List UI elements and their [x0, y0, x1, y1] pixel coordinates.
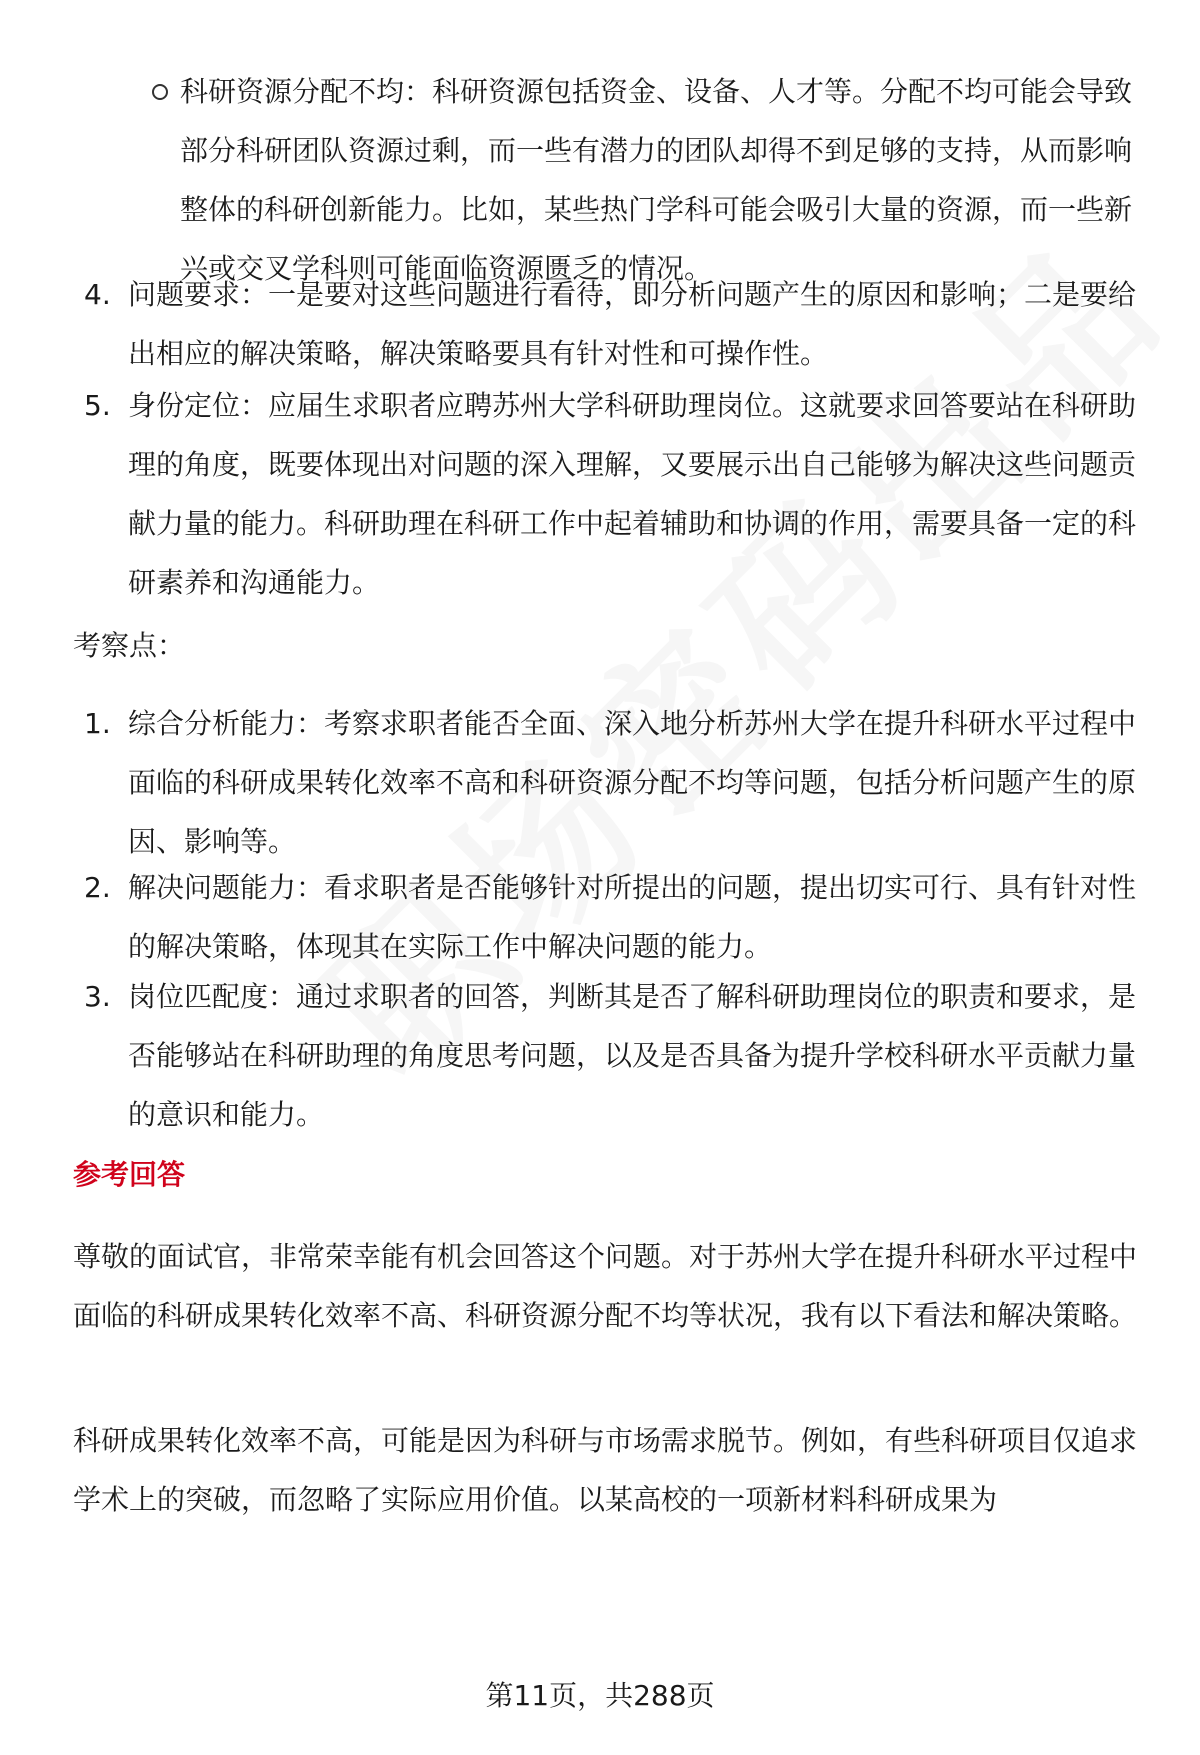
list-item-job-fit: 岗位匹配度：通过求职者的回答，判断其是否了解科研助理岗位的职责和要求，是否能够站在科研助理的角度思考问题，以及是否具备为提升学校科研水平贡献力量的意识和能力。 — [128, 980, 1137, 1131]
list-number: 5. — [84, 389, 111, 422]
hollow-circle-bullet-icon — [152, 84, 168, 100]
list-item-problem-solving: 解决问题能力：看求职者是否能够针对所提出的问题，提出切实可行、具有针对性的解决策略，体现其在实际工作中解决问题的能力。 — [128, 871, 1137, 963]
list-number: 4. — [84, 278, 111, 311]
page-footer: 第11页，共288页 — [485, 1679, 715, 1712]
sub-list-item: 科研资源分配不均：科研资源包括资金、设备、人才等。分配不均可能会导致部分科研团队资源过剩，而一些有潜力的团队却得不到足够的支持，从而影响整体的科研创新能力。比如，某些热门学科可能会吸引大量的资源，而一些新兴或交叉学科则可能面临资源匮乏的情况。 — [180, 75, 1133, 285]
list-item-requirements: 问题要求：一是要对这些问题进行看待，即分析问题产生的原因和影响；二是要给出相应的解决策略，解决策略要具有针对性和可操作性。 — [128, 278, 1137, 370]
list-number: 3. — [84, 980, 111, 1013]
reference-answer-heading: 参考回答 — [73, 1158, 186, 1191]
answer-paragraph: 尊敬的面试官，非常荣幸能有机会回答这个问题。对于苏州大学在提升科研水平过程中面临的科研成果转化效率不高、科研资源分配不均等状况，我有以下看法和解决策略。 — [73, 1240, 1138, 1332]
list-number: 2. — [84, 871, 111, 904]
answer-paragraph: 科研成果转化效率不高，可能是因为科研与市场需求脱节。例如，有些科研项目仅追求学术上的突破，而忽略了实际应用价值。以某高校的一项新材料科研成果为 — [73, 1424, 1138, 1516]
list-number: 1. — [84, 707, 111, 740]
exam-points-heading: 考察点： — [73, 629, 186, 662]
list-item-analysis: 综合分析能力：考察求职者能否全面、深入地分析苏州大学在提升科研水平过程中面临的科研成果转化效率不高和科研资源分配不均等问题，包括分析问题产生的原因、影响等。 — [128, 707, 1137, 858]
list-item-identity: 身份定位：应届生求职者应聘苏州大学科研助理岗位。这就要求回答要站在科研助理的角度，既要体现出对问题的深入理解，又要展示出自己能够为解决这些问题贡献力量的能力。科研助理在科研工作中起着辅助和协调的作用，需要具备一定的科研素养和沟通能力。 — [128, 389, 1137, 599]
